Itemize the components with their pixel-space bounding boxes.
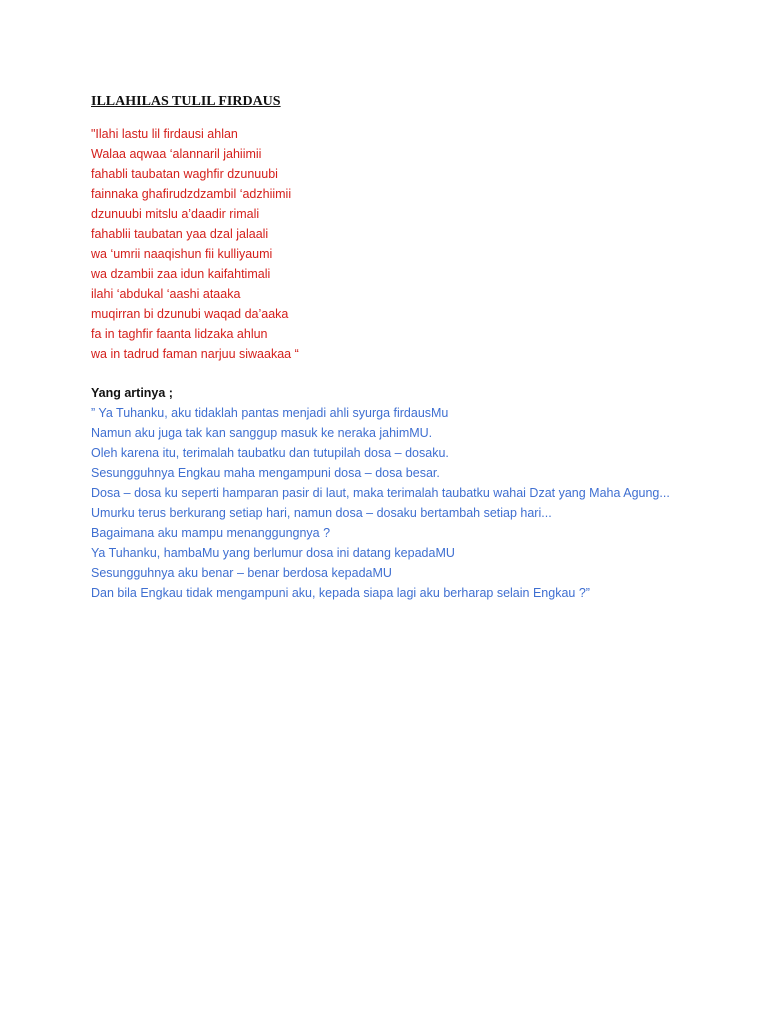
translation-line: Dan bila Engkau tidak mengampuni aku, kepada siapa lagi aku berharap selain Engkau ?” (91, 586, 590, 600)
arabic-line: ilahi ‘abdukal ‘aashi ataaka (91, 287, 241, 301)
arabic-line: wa in tadrud faman narjuu siwaakaa “ (91, 347, 299, 361)
document-title: ILLAHILAS TULIL FIRDAUS (91, 94, 281, 109)
arabic-line: fahablii taubatan yaa dzal jalaali (91, 227, 269, 241)
translation-line: Sesungguhnya aku benar – benar berdosa kepadaMU (91, 566, 392, 580)
arabic-line: "Ilahi lastu lil firdausi ahlan (91, 127, 238, 141)
translation-line: Oleh karena itu, terimalah taubatku dan tutupilah dosa – dosaku. (91, 446, 449, 460)
translation-line: Sesungguhnya Engkau maha mengampuni dosa – dosa besar. (91, 466, 440, 480)
translation-line: ” Ya Tuhanku, aku tidaklah pantas menjadi ahli syurga firdausMu (91, 406, 449, 420)
arabic-verse (91, 124, 751, 364)
arabic-line: fahabli taubatan waghfir dzunuubi (91, 167, 278, 181)
arabic-line: fa in taghfir faanta lidzaka ahlun (91, 327, 268, 341)
arabic-line: Walaa aqwaa ‘alannaril jahiimii (91, 147, 262, 161)
section-spacer (91, 364, 751, 383)
translation-line: Namun aku juga tak kan sanggup masuk ke neraka jahimMU. (91, 426, 433, 440)
arabic-line: fainnaka ghafirudzdzambil ‘adzhiimii (91, 187, 292, 201)
translation-line: Ya Tuhanku, hambaMu yang berlumur dosa ini datang kepadaMU (91, 546, 455, 560)
arabic-line: wa ‘umrii naaqishun fii kulliyaumi (91, 247, 273, 261)
translation-line: Bagaimana aku mampu menanggungnya ? (91, 526, 331, 540)
translation-line: Dosa – dosa ku seperti hamparan pasir di laut, maka terimalah taubatku wahai Dzat yang Maha Agung... (91, 486, 670, 500)
arabic-line: muqirran bi dzunubi waqad da’aaka (91, 307, 289, 321)
document-body (91, 93, 751, 603)
arabic-line: wa dzambii zaa idun kaifahtimali (91, 267, 271, 281)
translation-line: Umurku terus berkurang setiap hari, namun dosa – dosaku bertambah setiap hari... (91, 506, 552, 520)
translation-heading: Yang artinya ; (91, 386, 173, 400)
translation-text (91, 403, 751, 603)
arabic-line: dzunuubi mitslu a’daadir rimali (91, 207, 260, 221)
